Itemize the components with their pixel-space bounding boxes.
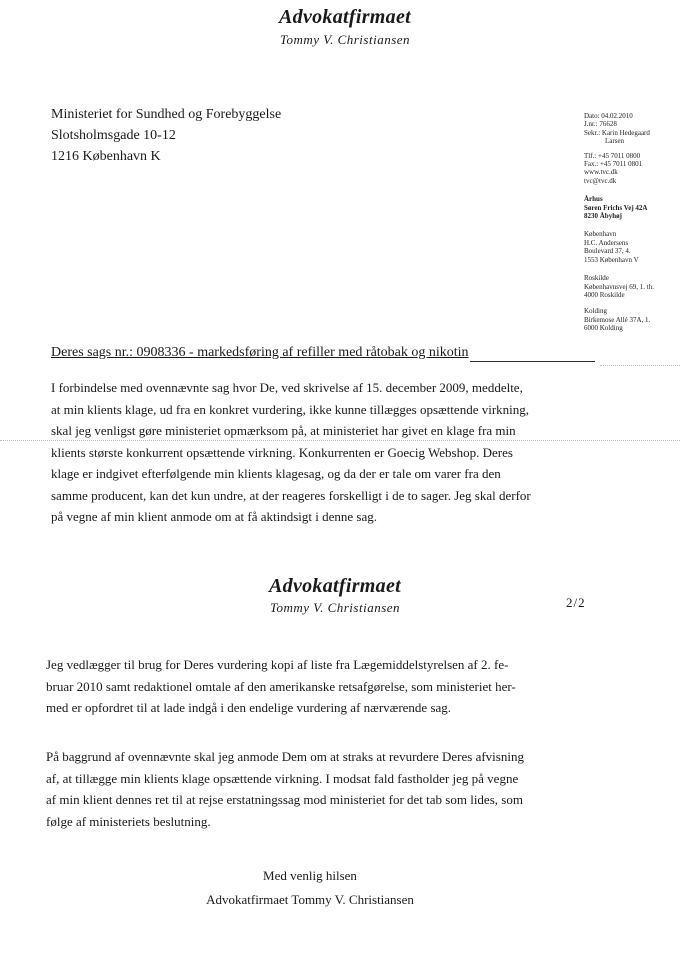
paragraph-line: skal jeg venligst gøre ministeriet opmærksom på, at ministeriet har givet en klage fra min: [51, 423, 516, 438]
paragraph-line: På baggrund af ovennævnte skal jeg anmode Dem om at straks at revurdere Deres afvisning: [46, 749, 524, 764]
firm-subtitle-page-2: Tommy V. Christiansen: [269, 600, 401, 615]
closing-block: [150, 864, 470, 912]
office-aarhus-city: 8230 Åbyhøj: [584, 212, 622, 221]
office-roskilde-name: Roskilde: [584, 274, 609, 283]
recipient-line-2: Slotsholmsgade 10-12: [51, 128, 176, 143]
recipient-line-1: Ministeriet for Sundhed og Forebyggelse: [51, 107, 282, 122]
meta-phone: Tlf.: +45 7011 0800: [584, 151, 641, 160]
meta-jnr: J.nr.: 76628: [584, 120, 617, 129]
paragraph-line: Jeg vedlægger til brug for Deres vurdering kopi af liste fra Lægemiddelstyrelsen af 2. fe-: [46, 657, 509, 672]
scan-line: [600, 365, 680, 366]
recipient-line-3: 1216 København K: [51, 149, 161, 164]
paragraph-line: af, at tillægge min klients klage opsættende virkning. I modsat fald fastholder jeg på vegne: [46, 770, 519, 786]
meta-fax: Fax.: +45 7011 0801: [584, 160, 643, 169]
office-roskilde-city: 4000 Roskilde: [584, 290, 625, 299]
firm-title: Advokatfirmaet: [279, 6, 411, 28]
paragraph-2: [46, 654, 596, 719]
office-kbh-street-1: H.C. Andersens: [584, 238, 629, 247]
paragraph-3: [46, 746, 596, 832]
paragraph-line: følge af ministeriets beslutning.: [46, 813, 211, 829]
paragraph-line: I forbindelse med ovennævnte sag hvor De, ved skrivelse af 15. december 2009, meddelte,: [51, 380, 523, 395]
page-number: 2/2: [566, 595, 586, 610]
paragraph-line: på vegne af min klient anmode om at få aktindsigt i denne sag.: [51, 509, 377, 524]
meta-email: tvc@tvc.dk: [584, 176, 617, 185]
office-kolding-street: Birkemose Allé 37A, 1.: [584, 315, 651, 324]
meta-date: Dato: 04.02.2010: [584, 112, 633, 120]
paragraph-line: af min klient dennes ret til at rejse erstatningssag mod ministeriet for det tab som lides, som: [46, 792, 523, 807]
office-kbh-street-2: Boulevard 37, 4.: [584, 247, 631, 256]
office-kolding-city: 6000 Kolding: [584, 324, 623, 333]
paragraph-1: [51, 377, 596, 528]
meta-secretary-2: Larsen: [605, 137, 625, 146]
office-kbh-name: København: [584, 230, 617, 239]
closing-signature: Advokatfirmaet Tommy V. Christiansen: [206, 892, 414, 907]
sender-info-column: [584, 112, 654, 333]
office-aarhus-street: Søren Frichs Vej 42A: [584, 203, 648, 212]
office-roskilde-street: Københavnsvej 69, 1. th.: [584, 282, 654, 291]
paragraph-line: klage er indgivet efterfølgende min klients klagesag, og da der er tale om varer fra den: [51, 466, 501, 481]
paragraph-line: at min klients klage, ud fra en konkret vurdering, ikke kunne tillægges opsættende virkning,: [51, 401, 530, 417]
subject-rule: [470, 361, 595, 362]
meta-web: www.tvc.dk: [584, 168, 618, 177]
closing-greeting: Med venlig hilsen: [263, 868, 357, 883]
firm-subtitle: Tommy V. Christiansen: [279, 32, 411, 47]
paragraph-line: klients største konkurrent opsættende virkning. Konkurrenten er Goecig Webshop. Deres: [51, 444, 513, 460]
firm-title-page-2: Advokatfirmaet: [269, 575, 401, 597]
office-kolding-name: Kolding: [584, 307, 607, 316]
recipient-address: [51, 104, 281, 167]
paragraph-line: med er opfordret til at lade indgå i den endelige vurdering af nærværende sag.: [46, 700, 452, 715]
subject-line: Deres sags nr.: 0908336 - markedsføring af refiller med råtobak og nikotin: [51, 345, 469, 360]
office-kbh-city: 1553 København V: [584, 255, 639, 264]
paragraph-line: samme producent, kan det kun undre, at der reageres forskelligt i de to sager. Jeg skal derfor: [51, 487, 531, 503]
meta-secretary: Sekr.: Karin Hedegaard: [584, 128, 650, 137]
paragraph-line: bruar 2010 samt redaktionel omtale af den amerikanske retsafgørelse, som ministeriet her-: [46, 678, 516, 694]
office-aarhus-name: Århus: [584, 195, 603, 204]
